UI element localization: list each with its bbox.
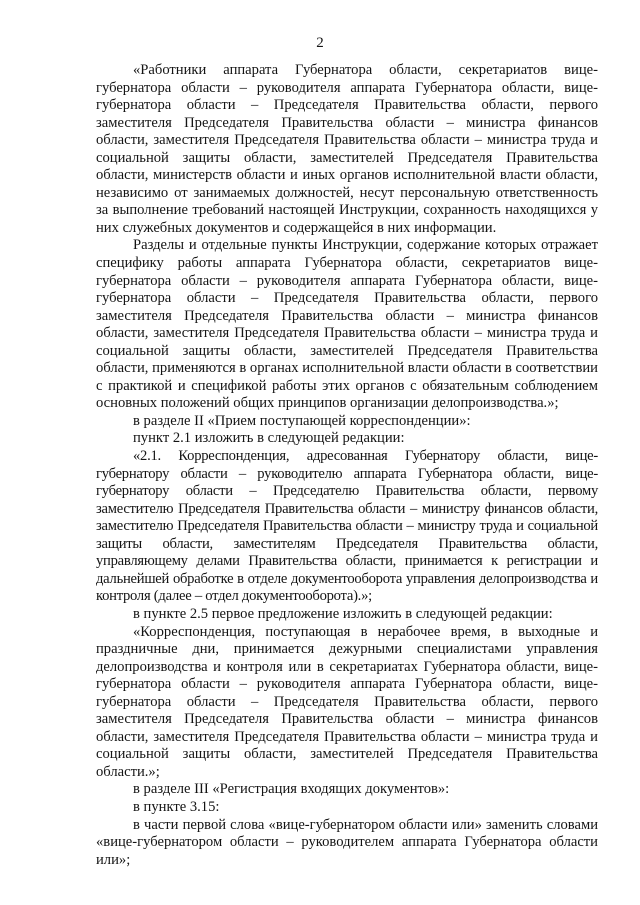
paragraph-item-3-15-intro: в пункте 3.15: [133, 798, 220, 815]
paragraph-responsibility: «Работники аппарата Губернатора области, секретариатов вице-губернатора области – руководителя аппарата Губернатора области, вице-губернатора области – Председателя Правительства области, первого заместителя Председателя Правительства области – министра финансов области, заместителя Председателя Правительства области – министра труда и социальной защиты области, заместителей Председателя Правительства области, министерств области и иных органов исполнительной власти области, независимо от занимаемых должностей, несут персональную ответственность за выполнение требований настоящей Инструкции, сохранность находящихся у них служебных документов и содержащейся в них информации. [96, 62, 598, 236]
paragraph-item-2-5-intro: в пункте 2.5 первое предложение изложить в следующей редакции: [133, 605, 553, 622]
document-body [96, 62, 598, 869]
paragraph-item-2-5-text: «Корреспонденция, поступающая в нерабочее время, в выходные и праздничные дни, принимается дежурными специалистами управления делопроизводства и контроля или в секретариатах Губернатора области, вице-губернатора области – руководителя аппарата Губернатора области, вице-губернатора области – Председателя Правительства области, первого заместителя Председателя Правительства области – министра финансов области, заместителя Председателя Правительства области – министра труда и социальной защиты области, заместителей Председателя Правительства области.»; [96, 623, 598, 780]
paragraph-item-2-1-text: «2.1. Корреспонденция, адресованная Губернатору области, вице-губернатору области – руководителю аппарата Губернатора области, вице-губернатору области – Председателю Правительства области, первому заместителю Председателя Правительства области – министру финансов области, заместителю Председателя Правительства области – министру труда и социальной защиты области, заместителям Председателя Правительства области, управляющему делами Правительства области, принимается к регистрации и дальнейшей обработке в отделе документооборота управления делопроизводства и контроля (далее – отдел документооборота).»; [96, 448, 598, 605]
paragraph-section-2-heading: в разделе II «Прием поступающей корреспонденции»: [133, 412, 471, 429]
paragraph-item-3-15-text: в части первой слова «вице-губернатором области или» заменить словами «вице-губернатором области – руководителем аппарата Губернатора области или»; [96, 816, 598, 868]
paragraph-sections-specifics: Разделы и отдельные пункты Инструкции, содержание которых отражает специфику работы аппарата Губернатора области, секретариатов вице-губернатора области – руководителя аппарата Губернатора области, вице-губернатора области – Председателя Правительства области, первого заместителя Председателя Правительства области – министра финансов области, заместителя Председателя Правительства области – министра труда и социальной защиты области, заместителей Председателя Правительства области, применяются в органах исполнительной власти области в соответствии с практикой и спецификой работы этих органов с обязательным соблюдением основных положений общих принципов организации делопроизводства.»; [96, 237, 598, 412]
paragraph-item-2-1-intro: пункт 2.1 изложить в следующей редакции: [133, 430, 405, 447]
paragraph-section-3-heading: в разделе III «Регистрация входящих документов»: [133, 781, 450, 798]
page-number: 2 [316, 35, 324, 51]
